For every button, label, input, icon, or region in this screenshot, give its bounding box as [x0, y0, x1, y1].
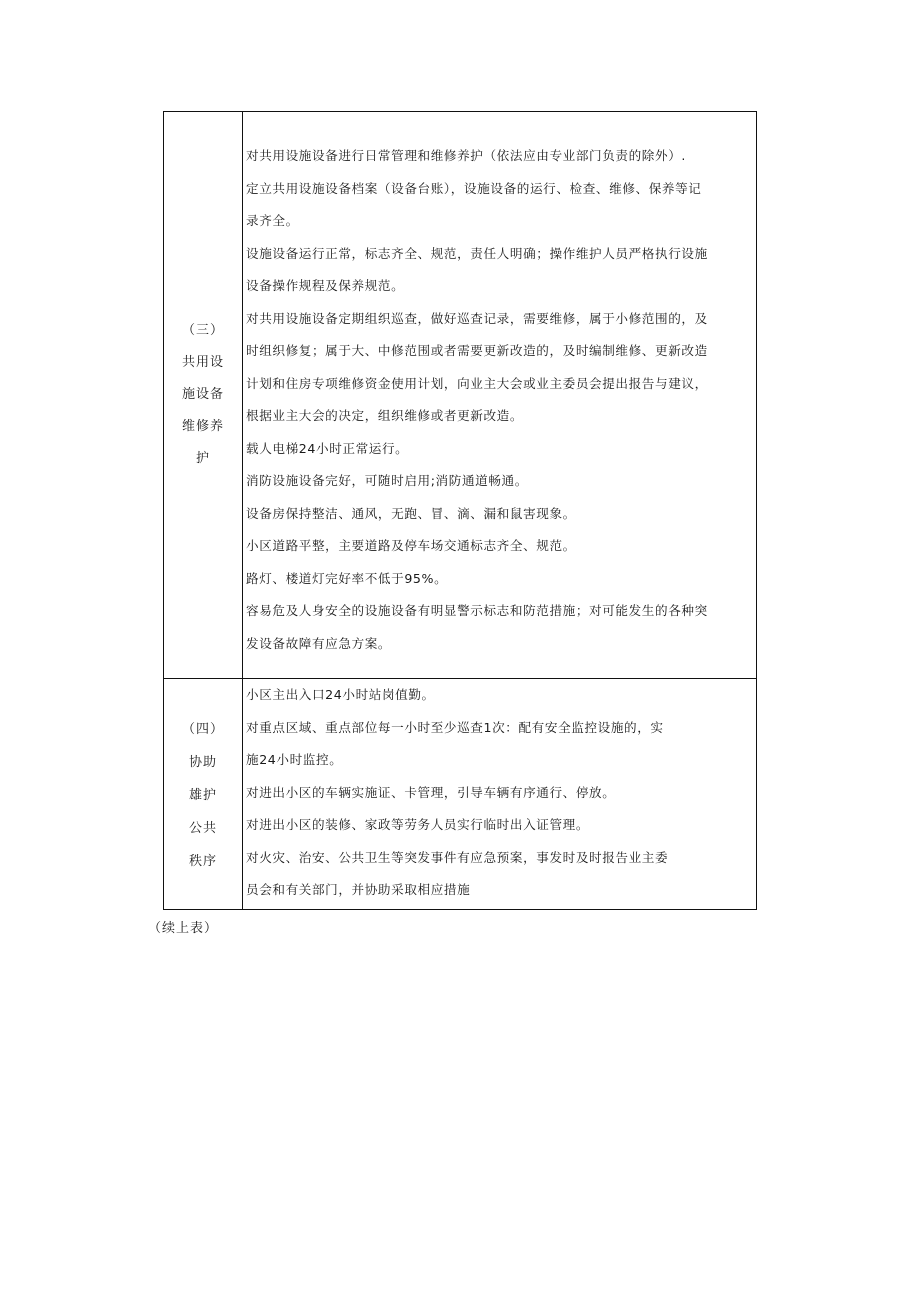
continuation-caption: （续上表）	[148, 921, 219, 936]
content-line: 载人电梯24小时正常运行。	[246, 440, 409, 456]
content-line: 施24小时监控。	[246, 752, 343, 767]
section-label	[177, 713, 229, 878]
content-line: 录齐全。	[246, 213, 299, 228]
section-label-line: （四）	[181, 722, 224, 737]
content-line: 小区道路平整，主要道路及停车场交通标志齐全、规范。	[246, 538, 576, 553]
content-line: 根据业主大会的决定，组织维修或者更新改造。	[246, 408, 524, 423]
content-line: 发设备故障有应急方案。	[246, 635, 392, 651]
content-line: 对进出小区的车辆实施证、卡管理，引导车辆有序通行、停放。	[246, 784, 616, 800]
content-line: 容易危及人身安全的设施设备有明显警示标志和防范措施；对可能发生的各种突	[246, 603, 708, 618]
content-line: 消防设施设备完好，可随时启用;消防通道畅通。	[246, 473, 528, 488]
content-line: 路灯、楼道灯完好率不低于95%。	[246, 570, 448, 586]
table-row	[164, 112, 756, 679]
section-label-line: 协助	[188, 755, 217, 770]
section-label-cell	[164, 112, 243, 678]
service-standard-table	[163, 111, 757, 910]
content-line: 对重点区域、重点部位每一小时至少巡查1次：配有安全监控设施的，实	[246, 719, 664, 735]
section-label-line: 公共	[188, 821, 217, 836]
section-content-cell	[243, 112, 756, 678]
content-line: 员会和有关部门，并协助采取相应措施	[246, 882, 471, 897]
content-line: 时组织修复；属于大、中修范围或者需要更新改造的，及时编制维修、更新改造	[246, 343, 708, 358]
content-line: 定立共用设施设备档案（设备台账），设施设备的运行、检查、维修、保养等记	[246, 180, 702, 196]
content-line: 设备房保持整洁、通风，无跑、冒、滴、漏和鼠害现象。	[246, 505, 576, 521]
section-content-cell	[243, 679, 756, 909]
content-line: 对共用设施设备进行日常管理和维修养护（依法应由专业部门负责的除外）.	[246, 148, 686, 163]
section-label	[177, 315, 229, 475]
section-label-line: 施设备	[181, 387, 224, 402]
content-line: 计划和住房专项维修资金使用计划，向业主大会或业主委员会提出报告与建议，	[246, 375, 708, 391]
content-line: 设备操作规程及保养规范。	[246, 278, 405, 293]
section-label-line: 护	[195, 451, 210, 466]
section-label-line: 维修养	[181, 419, 224, 434]
section-label-cell	[164, 679, 243, 909]
section-label-line: 共用设	[181, 355, 224, 370]
content-line: 对火灾、治安、公共卫生等突发事件有应急预案，事发时及时报告业主委	[246, 849, 669, 865]
section-label-line: 秩序	[188, 854, 217, 869]
table-row	[164, 679, 756, 909]
section-label-line: （三）	[181, 323, 224, 338]
content-line: 设施设备运行正常，标志齐全、规范，责任人明确；操作维护人员严格执行设施	[246, 245, 708, 261]
section-label-line: 雄护	[188, 788, 217, 803]
content-line: 小区主出入口24小时站岗值勤。	[246, 687, 435, 702]
content-line: 对共用设施设备定期组织巡查，做好巡查记录，需要维修，属于小修范围的，及	[246, 310, 708, 326]
content-line: 对进出小区的装修、家政等劳务人员实行临时出入证管理。	[246, 817, 590, 832]
